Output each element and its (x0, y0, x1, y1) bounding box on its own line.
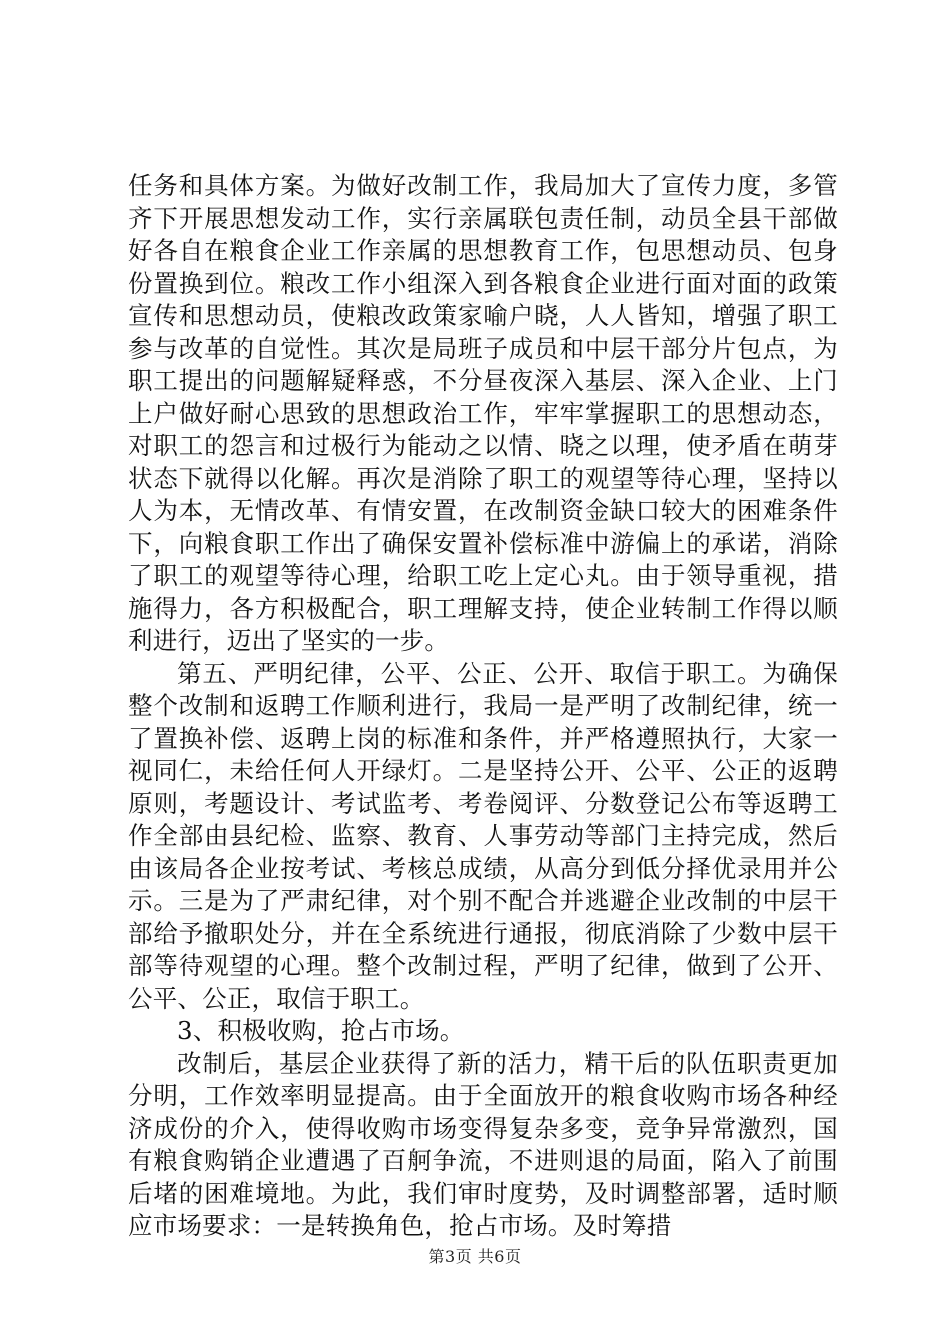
document-body (128, 170, 838, 1243)
section-heading-purchase: 3、积极收购，抢占市场。 (177, 1016, 465, 1045)
paragraph-discipline: 第五、严明纪律，公平、公正、公开、取信于职工。为确保整个改制和返聘工作顺利进行，我局一是严明了改制纪律，统一了置换补偿、返聘上岗的标准和条件，并严格遵照执行，大家一视同仁，未给任何人开绿灯。二是坚持公开、公平、公正的返聘原则，考题设计、考试监考、考卷阅评、分数登记公布等返聘工作全部由县纪检、监察、教育、人事劳动等部门主持完成，然后由该局各企业按考试、考核总成绩，从高分到低分择优录用并公示。三是为了严肃纪律，对个别不配合并逃避企业改制的中层干部给予撤职处分，并在全系统进行通报，彻底消除了少数中层干部等待观望的心理。整个改制过程，严明了纪律，做到了公开、公平、公正，取信于职工。 (128, 658, 838, 1013)
paragraph-market: 改制后，基层企业获得了新的活力，精干后的队伍职责更加分明，工作效率明显提高。由于全面放开的粮食收购市场各种经济成份的介入，使得收购市场变得复杂多变，竞争异常激烈，国有粮食购销企业遭遇了百舸争流，不进则退的局面，陷入了前围后堵的困难境地。为此，我们审时度势，及时调整部署，适时顺应市场要求：一是转换角色，抢占市场。及时筹措 (128, 1048, 838, 1240)
page-number-footer: 第3页 共6页 (428, 1247, 522, 1266)
paragraph-continuation: 任务和具体方案。为做好改制工作，我局加大了宣传力度，多管齐下开展思想发动工作，实行亲属联包责任制，动员全县干部做好各自在粮食企业工作亲属的思想教育工作，包思想动员、包身份置换到位。粮改工作小组深入到各粮食企业进行面对面的政策宣传和思想动员，使粮改政策家喻户晓，人人皆知，增强了职工参与改革的自觉性。其次是局班子成员和中层干部分片包点，为职工提出的问题解疑释惑，不分昼夜深入基层、深入企业、上门上户做好耐心思致的思想政治工作，牢牢掌握职工的思想动态，对职工的怨言和过极行为能动之以情、晓之以理，使矛盾在萌芽状态下就得以化解。再次是消除了职工的观望等待心理，坚持以人为本，无情改革、有情安置，在改制资金缺口较大的困难条件下，向粮食职工作出了确保安置补偿标准中游偏上的承诺，消除了职工的观望等待心理，给职工吃上定心丸。由于领导重视，措施得力，各方积极配合，职工理解支持，使企业转制工作得以顺利进行，迈出了坚实的一步。 (128, 171, 838, 655)
